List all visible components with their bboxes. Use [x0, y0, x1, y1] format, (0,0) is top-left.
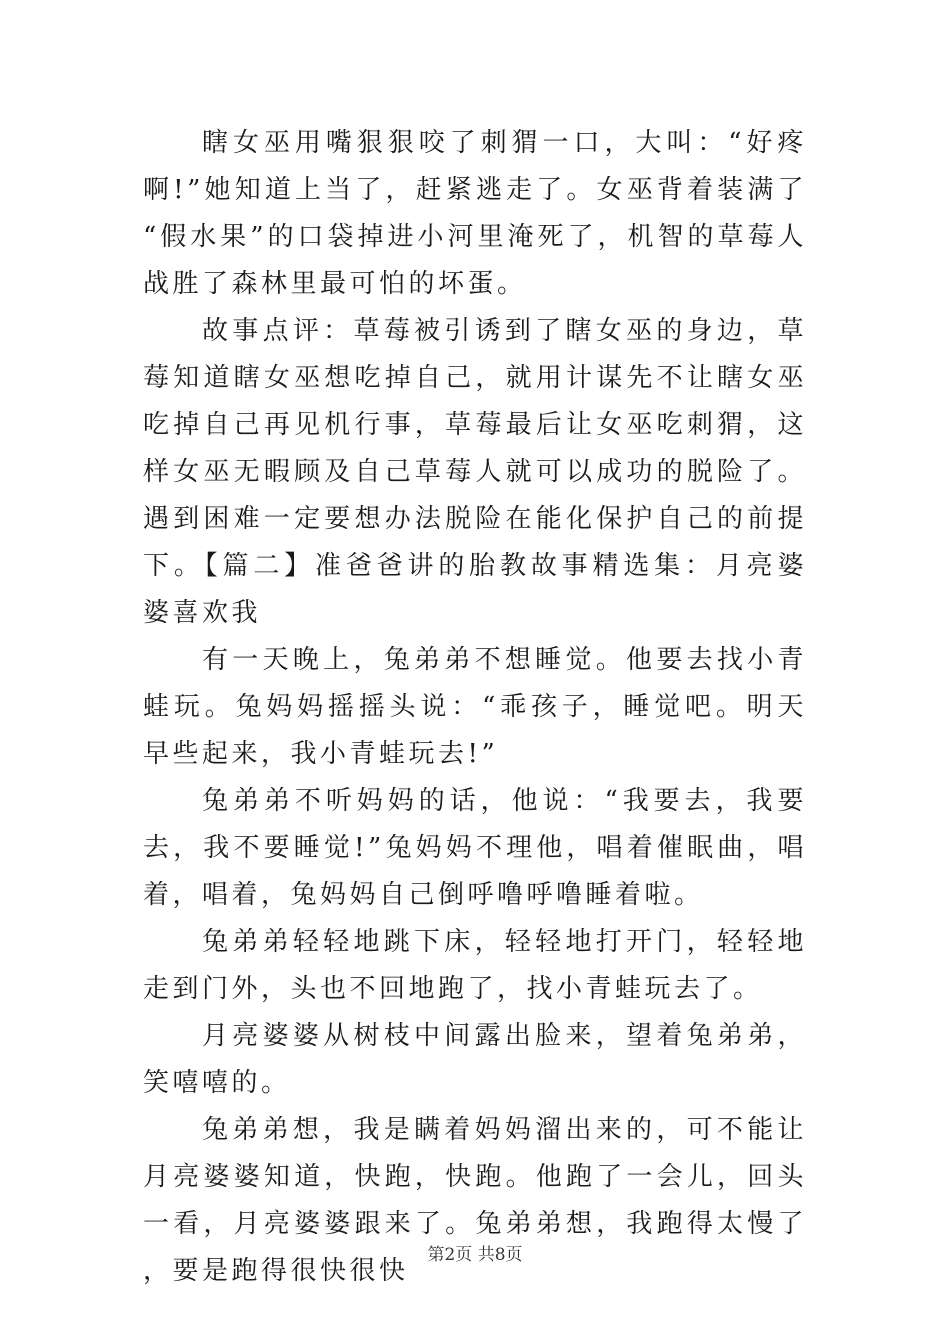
page-number-footer: 第2页 共8页: [427, 1245, 523, 1265]
paragraph: 兔弟弟轻轻地跳下床，轻轻地打开门，轻轻地走到门外，头也不回地跑了，找小青蛙玩去了。: [143, 927, 807, 1004]
paragraph: 兔弟弟想，我是瞒着妈妈溜出来的，可不能让月亮婆婆知道，快跑，快跑。他跑了一会儿，回头一看，月亮婆婆跟来了。兔弟弟想，我跑得太慢了，要是跑得很快很快: [143, 1115, 807, 1286]
paragraph: 兔弟弟不听妈妈的话，他说：“我要去，我要去，我不要睡觉!”兔妈妈不理他，唱着催眠曲，唱着，唱着，兔妈妈自己倒呼噜呼噜睡着啦。: [143, 786, 807, 910]
document-body: [143, 120, 807, 1295]
paragraph: 月亮婆婆从树枝中间露出脸来，望着兔弟弟，笑嘻嘻的。: [143, 1021, 807, 1098]
paragraph: 故事点评：草莓被引诱到了瞎女巫的身边，草莓知道瞎女巫想吃掉自己，就用计谋先不让瞎女巫吃掉自己再见机行事，草莓最后让女巫吃刺猬，这样女巫无暇顾及自己草莓人就可以成功的脱险了。遇到困难一定要想办法脱险在能化保护自己的前提下。【篇二】准爸爸讲的胎教故事精选集：月亮婆婆喜欢我: [143, 316, 807, 628]
paragraph: 有一天晚上，兔弟弟不想睡觉。他要去找小青蛙玩。兔妈妈摇摇头说：“乖孩子，睡觉吧。明天早些起来，我小青蛙玩去!”: [143, 645, 807, 769]
paragraph: 瞎女巫用嘴狠狠咬了刺猬一口，大叫：“好疼啊!”她知道上当了，赶紧逃走了。女巫背着装满了“假水果”的口袋掉进小河里淹死了，机智的草莓人战胜了森林里最可怕的坏蛋。: [143, 128, 807, 299]
